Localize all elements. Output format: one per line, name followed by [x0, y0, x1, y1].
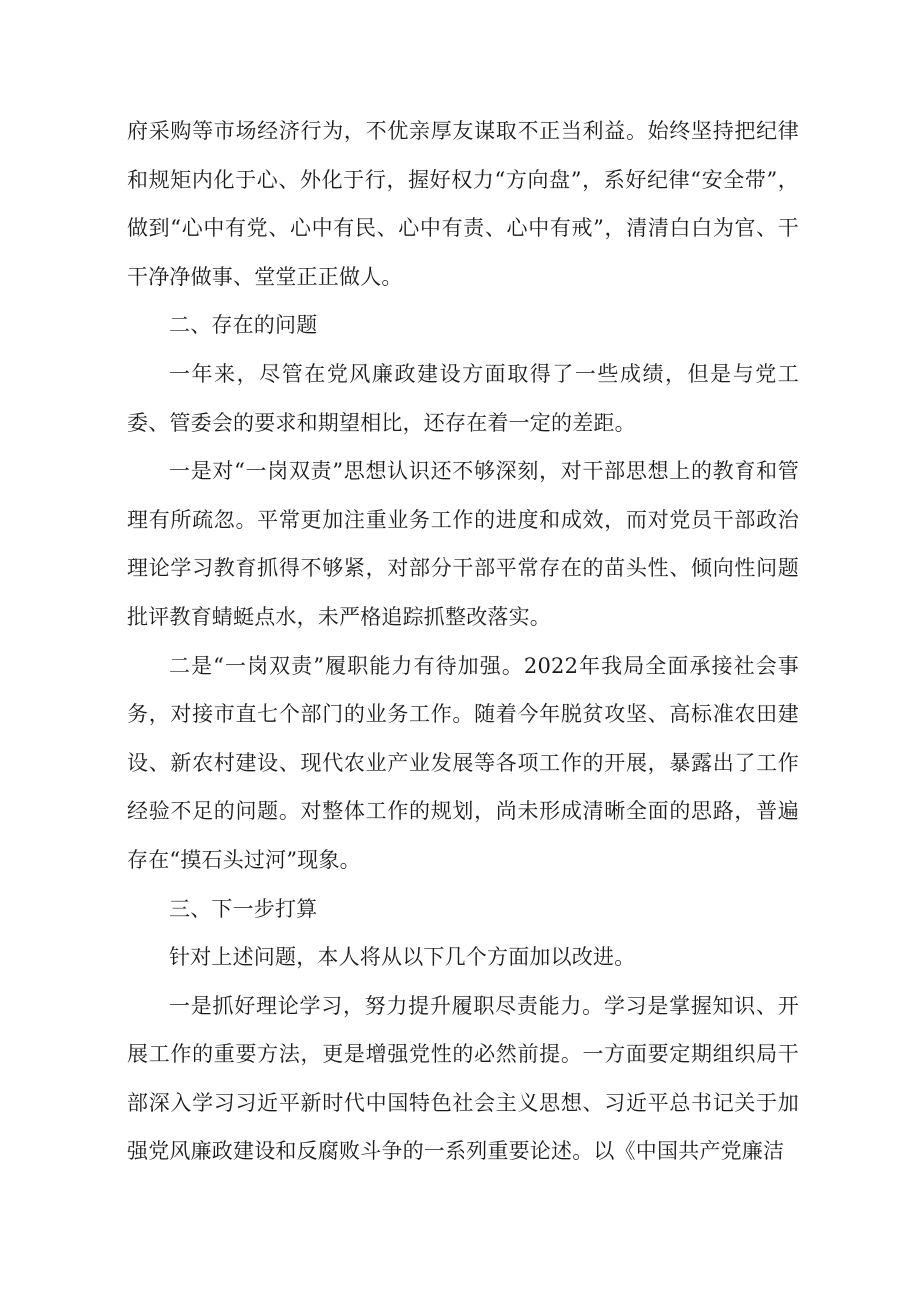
- section-heading-problems: 二、存在的问题: [169, 313, 318, 338]
- document-body: [127, 107, 799, 1176]
- paragraph-next-steps-intro: 针对上述问题，本人将从以下几个方面加以改进。: [169, 945, 636, 970]
- paragraph-problem-one: 一是对“一岗双责”思想认识还不够深刻，对干部思想上的教育和管理有所疏忽。平常更加注重业务工作的进度和成效，而对党员干部政治理论学习教育抓得不够紧，对部分干部平常存在的苗头性、倾向性问题批评教育蜻蜓点水，未严格追踪抓整改落实。: [127, 459, 799, 629]
- paragraph-problem-two: 二是“一岗双责”履职能力有待加强。2022年我局全面承接社会事务，对接市直七个部门的业务工作。随着今年脱贫攻坚、高标准农田建设、新农村建设、现代农业产业发展等各项工作的开展，暴露出了工作经验不足的问题。对整体工作的规划，尚未形成清晰全面的思路，普遍存在“摸石头过河”现象。: [127, 653, 799, 872]
- paragraph-next-step-one: 一是抓好理论学习，努力提升履职尽责能力。学习是掌握知识、开展工作的重要方法，更是增强党性的必然前提。一方面要定期组织局干部深入学习习近平新时代中国特色社会主义思想、习近平总书记关于加强党风廉政建设和反腐败斗争的一系列重要论述。以《中国共产党廉洁: [127, 993, 799, 1164]
- section-heading-next-steps: 三、下一步打算: [169, 896, 318, 921]
- paragraph-problems-intro: 一年来，尽管在党风廉政建设方面取得了一些成绩，但是与党工委、管委会的要求和期望相比，还存在着一定的差距。: [127, 361, 799, 435]
- paragraph-continuation: 府采购等市场经济行为，不优亲厚友谋取不正当利益。始终坚持把纪律和规矩内化于心、外化于行，握好权力“方向盘”，系好纪律“安全带”，做到“心中有党、心中有民、心中有责、心中有戒”，清清白白为官、干干净净做事、堂堂正正做人。: [127, 119, 799, 289]
